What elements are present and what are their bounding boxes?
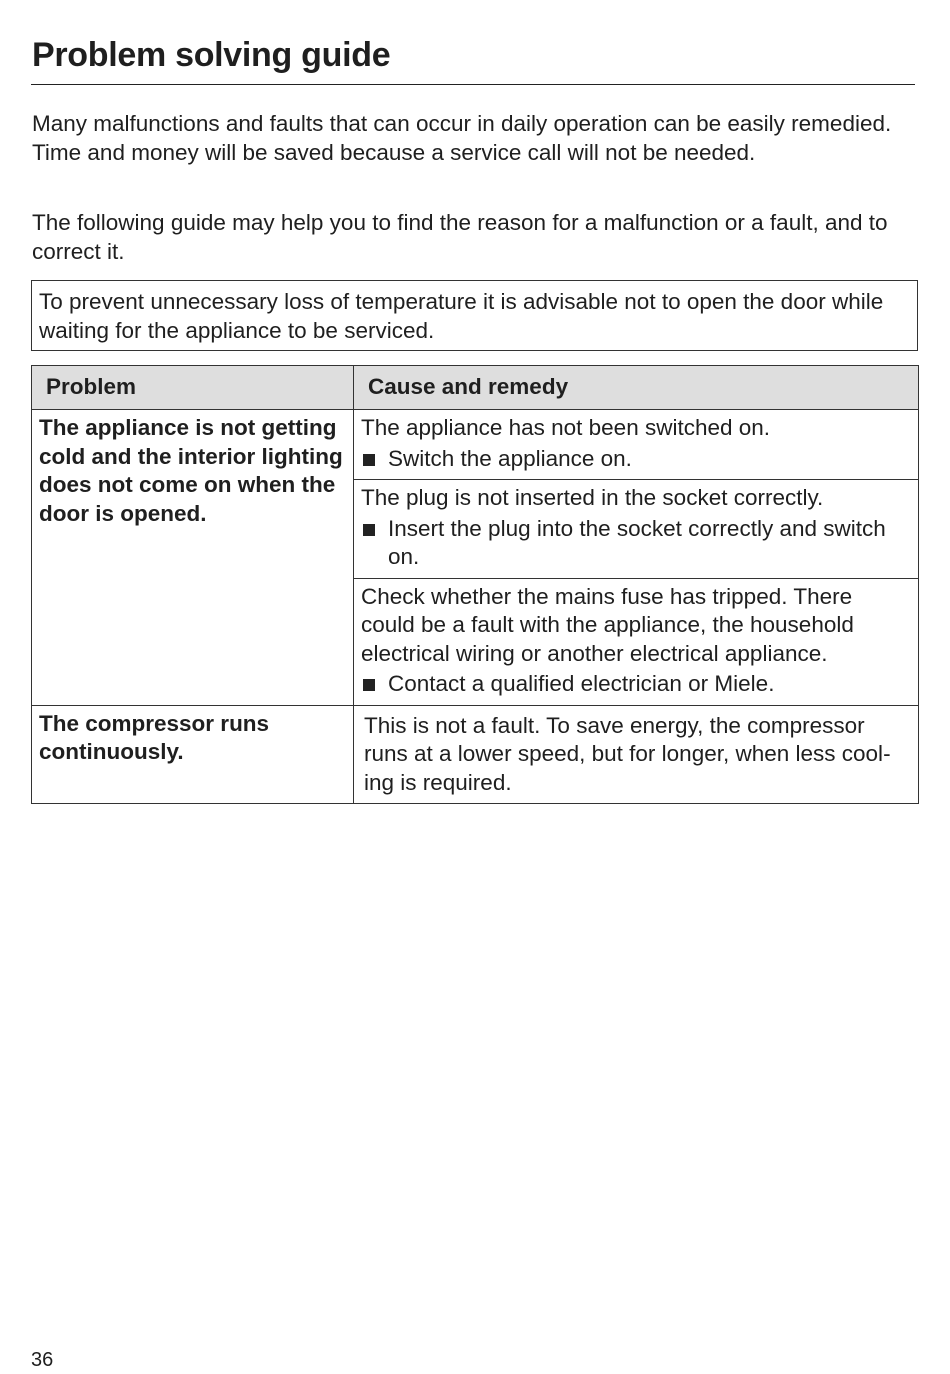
intro-paragraph: Many malfunctions and faults that can occur in daily operation can be easily remedied. Time and money will be saved because a service call will not be needed. bbox=[32, 111, 892, 165]
table-header-row bbox=[32, 366, 919, 410]
remedy-item bbox=[361, 445, 911, 474]
cause-text: Check whether the mains fuse has tripped. There could be a fault with the appliance, the household electrical wiring or another electrical appliance. bbox=[361, 583, 854, 666]
note-box: To prevent unnecessary loss of temperature it is advisable not to open the door while waiting for the appliance to be serviced. bbox=[31, 280, 918, 351]
cause-cell bbox=[354, 410, 919, 480]
cause-cell bbox=[354, 705, 919, 804]
square-bullet-icon bbox=[363, 679, 375, 691]
remedy-text: Contact a qualified electrician or Miele. bbox=[388, 671, 775, 696]
page-number: 36 bbox=[31, 1349, 54, 1371]
cause-text: This is not a fault. To save energy, the compressor runs at a lower speed, but for longer, when less cooling is required. bbox=[364, 712, 891, 795]
problem-cell: The compressor runs continuously. bbox=[32, 705, 354, 804]
square-bullet-icon bbox=[363, 454, 375, 466]
page-title: Problem solving guide bbox=[32, 36, 391, 74]
square-bullet-icon bbox=[363, 524, 375, 536]
remedy-text: Insert the plug into the socket correctly and switch on. bbox=[388, 515, 886, 569]
remedy-item bbox=[361, 515, 911, 572]
cause-cell bbox=[354, 578, 919, 705]
column-header-problem: Problem bbox=[32, 366, 354, 410]
table-row bbox=[32, 705, 919, 804]
cause-text: The appliance has not been switched on. bbox=[361, 415, 771, 440]
cause-text: The plug is not inserted in the socket correctly. bbox=[361, 485, 824, 510]
table-row bbox=[32, 410, 919, 480]
problem-cell: The appliance is not getting cold and the interior lighting does not come on when the door is opened. bbox=[32, 410, 354, 706]
remedy-item bbox=[361, 670, 911, 699]
column-header-cause-remedy: Cause and remedy bbox=[354, 366, 919, 410]
remedy-text: Switch the appliance on. bbox=[388, 445, 632, 471]
cause-cell bbox=[354, 480, 919, 579]
intro-paragraph: The following guide may help you to find the reason for a malfunction or a fault, and to correct it. bbox=[32, 210, 888, 264]
title-divider bbox=[31, 84, 915, 85]
problem-table bbox=[31, 365, 919, 804]
